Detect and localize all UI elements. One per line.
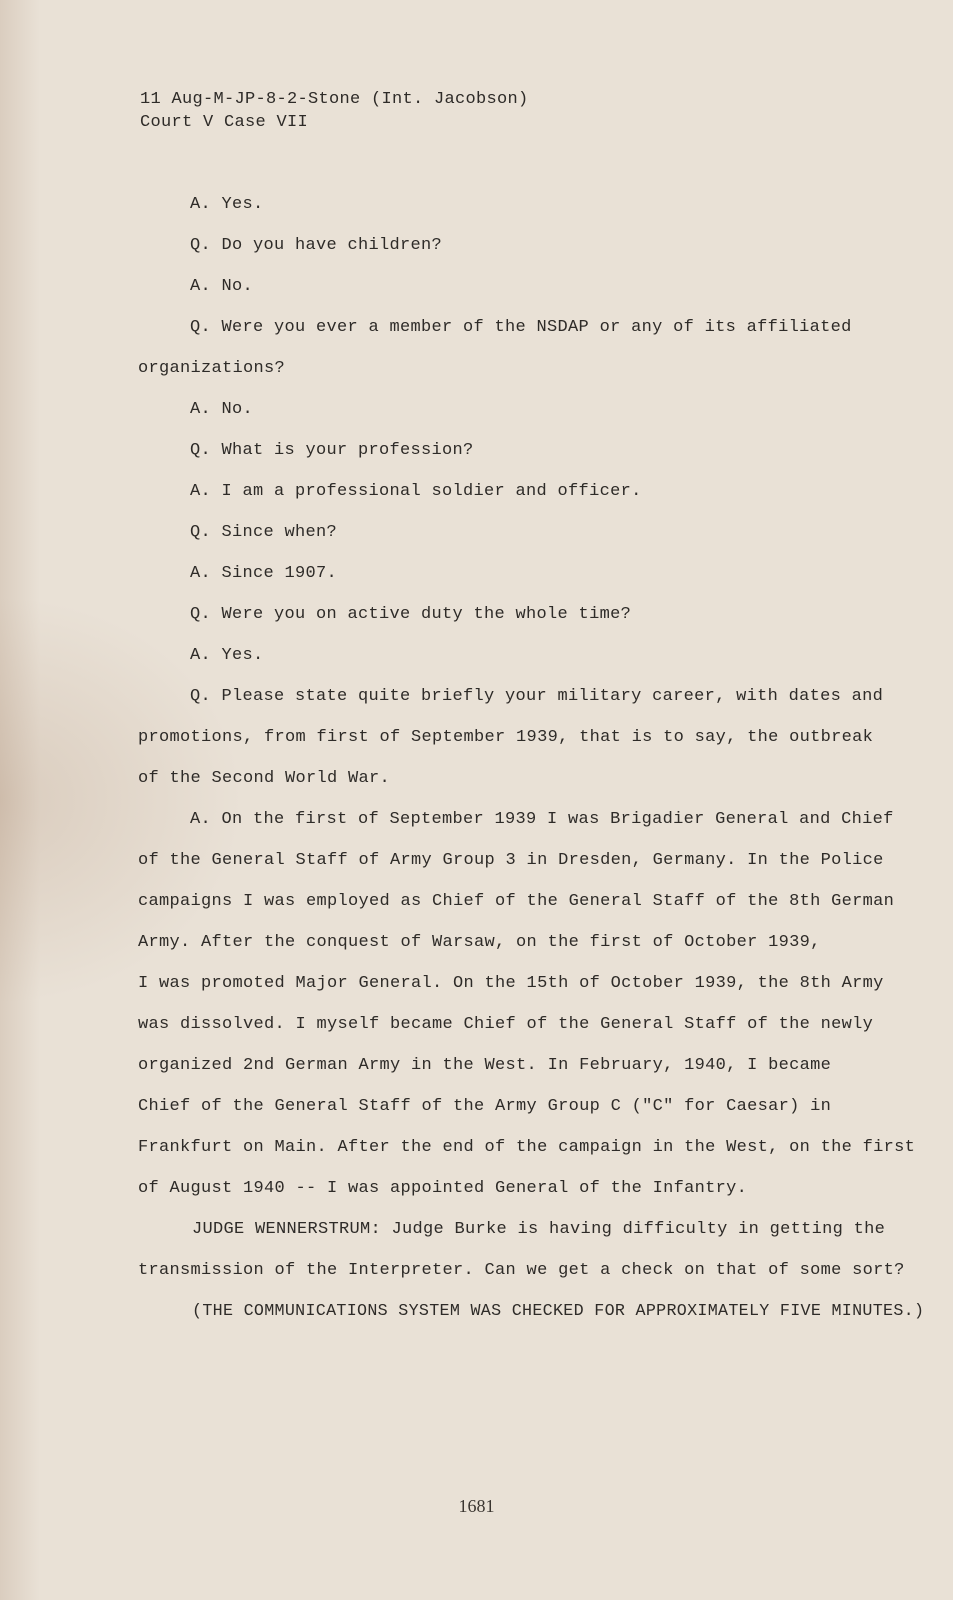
transcript-line: A. Yes.	[190, 195, 264, 214]
transcript-line: Chief of the General Staff of the Army Group C ("C" for Caesar) in	[138, 1097, 832, 1116]
transcript-line: A. Yes.	[190, 646, 264, 665]
transcript-line: Q. Do you have children?	[190, 236, 443, 255]
transcript-line: A. Since 1907.	[190, 564, 338, 583]
transcript-line: promotions, from first of September 1939, that is to say, the outbreak	[138, 728, 874, 747]
page-number: 1681	[458, 1496, 495, 1516]
transcript-line: Q. Were you ever a member of the NSDAP or any of its affiliated	[190, 318, 852, 337]
transcript-line: Q. Were you on active duty the whole time?	[190, 605, 632, 624]
transcript-line: of August 1940 -- I was appointed General of the Infantry.	[138, 1179, 748, 1198]
transcript-line: of the General Staff of Army Group 3 in Dresden, Germany. In the Police	[138, 851, 884, 870]
transcript-line: of the Second World War.	[138, 769, 391, 788]
header-reference-line: 11 Aug-M-JP-8-2-Stone (Int. Jacobson)	[140, 90, 529, 109]
transcript-line: A. No.	[190, 400, 254, 419]
transcript-line: A. I am a professional soldier and officer.	[190, 482, 642, 501]
transcript-line: was dissolved. I myself became Chief of the General Staff of the newly	[138, 1015, 874, 1034]
transcript-line: A. No.	[190, 277, 254, 296]
transcript-line: Army. After the conquest of Warsaw, on the first of October 1939,	[138, 933, 821, 952]
transcript-line: Q. Please state quite briefly your military career, with dates and	[190, 687, 884, 706]
transcript-line: campaigns I was employed as Chief of the General Staff of the 8th German	[138, 892, 895, 911]
header-court-case-line: Court V Case VII	[140, 113, 309, 132]
transcript-line: Q. Since when?	[190, 523, 338, 542]
transcript-line: transmission of the Interpreter. Can we get a check on that of some sort?	[138, 1261, 905, 1280]
transcript-line: organizations?	[138, 359, 286, 378]
transcript-line: A. On the first of September 1939 I was Brigadier General and Chief	[190, 810, 894, 829]
transcript-line: Q. What is your profession?	[190, 441, 474, 460]
transcript-line: Frankfurt on Main. After the end of the campaign in the West, on the first	[138, 1138, 916, 1157]
transcript-line: I was promoted Major General. On the 15th of October 1939, the 8th Army	[138, 974, 884, 993]
transcript-line: organized 2nd German Army in the West. In February, 1940, I became	[138, 1056, 832, 1075]
transcript-line: (THE COMMUNICATIONS SYSTEM WAS CHECKED FOR APPROXIMATELY FIVE MINUTES.)	[192, 1302, 925, 1321]
transcript-line: JUDGE WENNERSTRUM: Judge Burke is having difficulty in getting the	[192, 1220, 886, 1239]
